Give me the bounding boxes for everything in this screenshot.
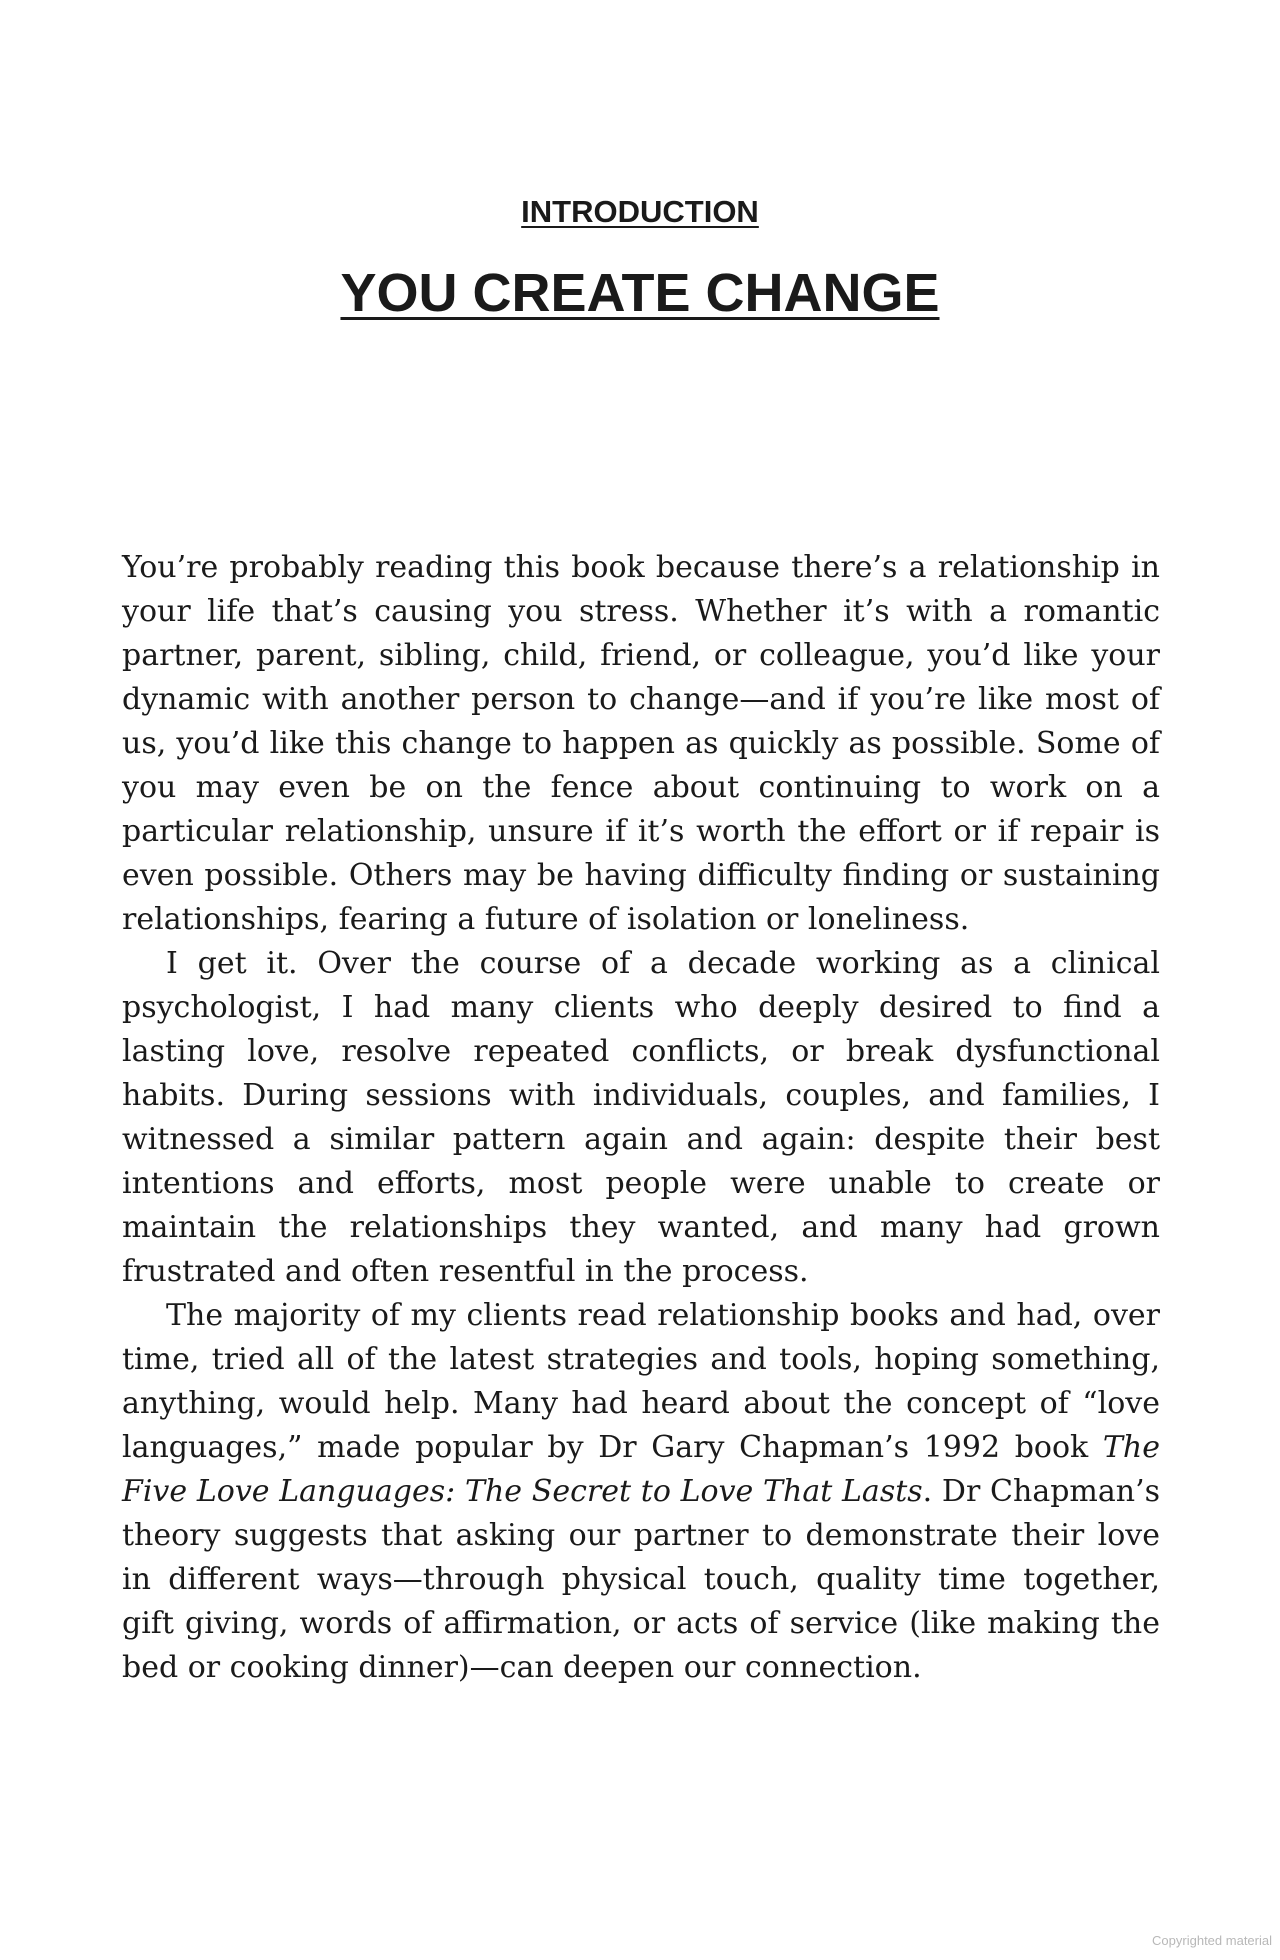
- paragraph-2: I get it. Over the course of a decade working as a clinical psychologist, I had many clients who deeply desired to find a lasting love, resolve repeated conflicts, or break dysfunctional habits. During sessions with individuals, couples, and families, I witnessed a similar pattern again and again: despite their best intentions and efforts, most people were unable to create or maintain the relationships they wanted, and many had grown frustrated and often resentful in the process.: [122, 946, 1160, 1289]
- paragraph-3-text-end: . Dr Chapman’s theory suggests that asking our partner to demonstrate their love in different ways—through physical touch, quality time together, gift giving, words of affirmation, or acts of service (like making the bed or cooking dinner)—can deepen our connection.: [122, 1474, 1160, 1685]
- paragraph-1: You’re probably reading this book because there’s a relationship in your life that’s causing you stress. Whether it’s with a romantic partner, parent, sibling, child, friend, or colleague, you’d like your dynamic with another person to change—and if you’re like most of us, you’d like this change to happen as quickly as possible. Some of you may even be on the fence about continuing to work on a particular relationship, unsure if it’s worth the effort or if repair is even possible. Others may be having difficulty finding or sustaining relationships, fearing a future of isolation or loneliness.: [122, 550, 1160, 937]
- book-title-italic: The Five Love Languages: The Secret to Love That Lasts: [122, 1430, 1160, 1509]
- chapter-title: YOU CREATE CHANGE: [340, 263, 940, 323]
- copyright-notice: Copyrighted material: [1152, 1933, 1272, 1948]
- paragraph-3: [122, 1294, 1160, 1690]
- paragraph-3-text-start: The majority of my clients read relationship books and had, over time, tried all of the latest strategies and tools, hoping something, anything, would help. Many had heard about the concept of “love languages,” made popular by Dr Gary Chapman’s 1992 book: [122, 1298, 1160, 1465]
- chapter-label: INTRODUCTION: [521, 194, 759, 229]
- body-text: [122, 546, 1160, 1690]
